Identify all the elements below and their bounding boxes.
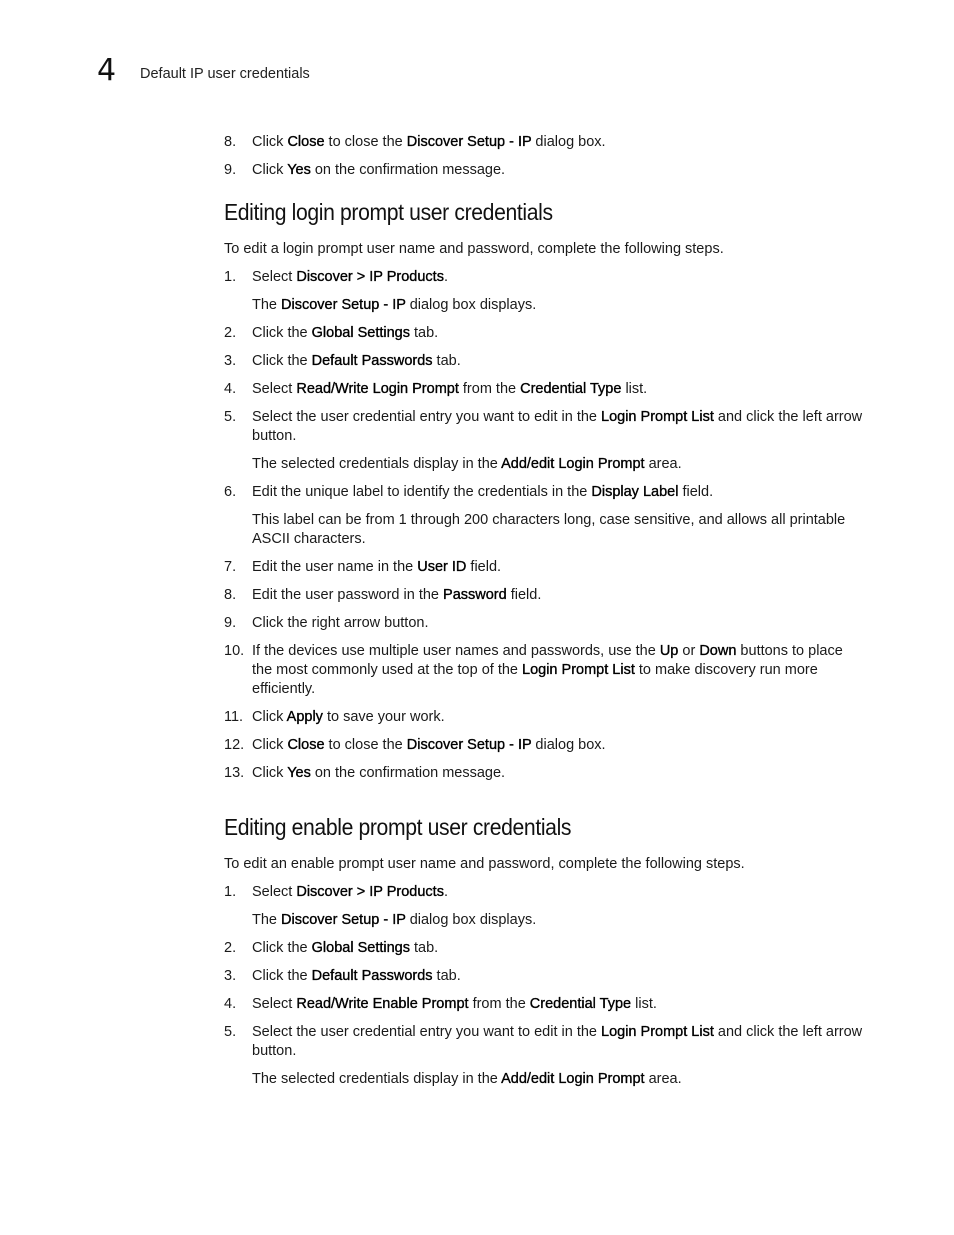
step-number: 8. bbox=[224, 587, 237, 603]
step-number: 2. bbox=[224, 325, 237, 341]
ui-term: Up bbox=[659, 643, 679, 659]
step-text: Select Discover > IP Products. bbox=[252, 269, 448, 285]
step-item bbox=[224, 133, 866, 152]
step-number: 4. bbox=[224, 381, 237, 397]
step-item bbox=[224, 736, 866, 755]
step-item bbox=[224, 614, 866, 633]
step-item bbox=[224, 483, 866, 502]
step-note: The Discover Setup - IP dialog box displays. bbox=[252, 912, 537, 928]
step-number: 4. bbox=[224, 996, 237, 1012]
section-heading-enable: Editing enable prompt user credentials bbox=[224, 814, 572, 840]
ui-term: Close bbox=[287, 737, 325, 753]
step-text: Select the user credential entry you want to edit in the Login Prompt List and click the left arrow button. bbox=[252, 1024, 863, 1059]
ui-term: Discover Setup - IP bbox=[281, 912, 406, 928]
enable-steps-list bbox=[224, 883, 866, 1089]
ui-term: Down bbox=[699, 643, 737, 659]
ui-term: Credential Type bbox=[520, 381, 622, 397]
page-content bbox=[224, 133, 866, 1098]
step-number: 8. bbox=[224, 134, 237, 150]
section-heading-login: Editing login prompt user credentials bbox=[224, 199, 553, 225]
step-item bbox=[224, 967, 866, 986]
step-number: 3. bbox=[224, 353, 237, 369]
section-intro-login: To edit a login prompt user name and password, complete the following steps. bbox=[224, 241, 724, 257]
step-text: Select the user credential entry you want to edit in the Login Prompt List and click the left arrow button. bbox=[252, 409, 863, 444]
step-number: 2. bbox=[224, 940, 237, 956]
step-text: Click the Global Settings tab. bbox=[252, 325, 439, 341]
step-item bbox=[224, 1023, 866, 1061]
ui-term: Discover Setup - IP bbox=[406, 134, 532, 150]
step-note: The selected credentials display in the Add/edit Login Prompt area. bbox=[252, 1071, 682, 1087]
ui-term: Yes bbox=[287, 162, 311, 178]
step-text: Click Close to close the Discover Setup - IP dialog box. bbox=[252, 134, 606, 150]
step-number: 9. bbox=[224, 162, 237, 178]
step-item bbox=[224, 708, 866, 727]
step-text: Select Read/Write Login Prompt from the Credential Type list. bbox=[252, 381, 648, 397]
step-item bbox=[224, 995, 866, 1014]
login-steps-list bbox=[224, 268, 866, 783]
step-text: Edit the unique label to identify the credentials in the Display Label field. bbox=[252, 484, 714, 500]
ui-term: Discover > IP Products bbox=[296, 884, 444, 900]
ui-term: Password bbox=[443, 587, 507, 603]
step-note: This label can be from 1 through 200 characters long, case sensitive, and allows all printable ASCII characters. bbox=[252, 512, 846, 547]
step-text: Select Read/Write Enable Prompt from the Credential Type list. bbox=[252, 996, 657, 1012]
ui-term: Default Passwords bbox=[311, 968, 433, 984]
step-item bbox=[224, 558, 866, 577]
running-title: Default IP user credentials bbox=[140, 66, 310, 82]
step-item bbox=[224, 324, 866, 343]
step-text: Click Close to close the Discover Setup - IP dialog box. bbox=[252, 737, 606, 753]
ui-term: Display Label bbox=[591, 484, 679, 500]
step-text: Click Apply to save your work. bbox=[252, 709, 445, 725]
step-item bbox=[224, 939, 866, 958]
step-number: 13. bbox=[224, 765, 245, 781]
ui-term: Discover > IP Products bbox=[296, 269, 444, 285]
ui-term: Login Prompt List bbox=[601, 409, 714, 425]
step-note: The Discover Setup - IP dialog box displays. bbox=[252, 297, 537, 313]
step-item bbox=[224, 352, 866, 371]
ui-term: Global Settings bbox=[311, 940, 410, 956]
step-item bbox=[224, 161, 866, 180]
step-text: Click the Default Passwords tab. bbox=[252, 353, 461, 369]
ui-term: Read/Write Login Prompt bbox=[296, 381, 459, 397]
step-text: Click the Default Passwords tab. bbox=[252, 968, 461, 984]
step-text: Click the right arrow button. bbox=[252, 615, 429, 631]
ui-term: Add/edit Login Prompt bbox=[501, 1071, 645, 1087]
ui-term: Login Prompt List bbox=[522, 662, 635, 678]
ui-term: Global Settings bbox=[311, 325, 410, 341]
step-item bbox=[224, 408, 866, 446]
step-text: Edit the user password in the Password field. bbox=[252, 587, 542, 603]
ui-term: Discover Setup - IP bbox=[406, 737, 532, 753]
step-number: 6. bbox=[224, 484, 237, 500]
step-text: Click Yes on the confirmation message. bbox=[252, 162, 506, 178]
top-steps-list bbox=[224, 133, 866, 180]
step-text: Edit the user name in the User ID field. bbox=[252, 559, 502, 575]
step-number: 12. bbox=[224, 737, 245, 753]
step-item bbox=[224, 586, 866, 605]
ui-term: Close bbox=[287, 134, 325, 150]
step-number: 1. bbox=[224, 269, 237, 285]
chapter-number: 4 bbox=[97, 53, 117, 88]
ui-term: Add/edit Login Prompt bbox=[501, 456, 645, 472]
step-text: Select Discover > IP Products. bbox=[252, 884, 448, 900]
ui-term: Discover Setup - IP bbox=[281, 297, 406, 313]
step-item bbox=[224, 883, 866, 902]
step-text: Click Yes on the confirmation message. bbox=[252, 765, 506, 781]
ui-term: Credential Type bbox=[529, 996, 632, 1012]
step-number: 5. bbox=[224, 1024, 237, 1040]
ui-term: Yes bbox=[287, 765, 311, 781]
ui-term: Apply bbox=[286, 709, 323, 725]
step-item bbox=[224, 380, 866, 399]
step-number: 7. bbox=[224, 559, 237, 575]
step-number: 11. bbox=[224, 709, 244, 725]
step-text: Click the Global Settings tab. bbox=[252, 940, 439, 956]
ui-term: User ID bbox=[417, 559, 467, 575]
step-number: 5. bbox=[224, 409, 237, 425]
step-text: If the devices use multiple user names and passwords, use the Up or Down buttons to place the most commonly used at the top of the Login Prompt List to make discovery run more efficiently. bbox=[252, 643, 843, 697]
ui-term: Login Prompt List bbox=[601, 1024, 714, 1040]
ui-term: Default Passwords bbox=[311, 353, 433, 369]
ui-term: Read/Write Enable Prompt bbox=[296, 996, 469, 1012]
step-number: 3. bbox=[224, 968, 237, 984]
step-number: 10. bbox=[224, 643, 245, 659]
step-note: The selected credentials display in the Add/edit Login Prompt area. bbox=[252, 456, 682, 472]
step-item bbox=[224, 764, 866, 783]
step-number: 9. bbox=[224, 615, 237, 631]
step-item bbox=[224, 642, 866, 699]
step-number: 1. bbox=[224, 884, 237, 900]
step-item bbox=[224, 268, 866, 287]
section-intro-enable: To edit an enable prompt user name and password, complete the following steps. bbox=[224, 856, 745, 872]
